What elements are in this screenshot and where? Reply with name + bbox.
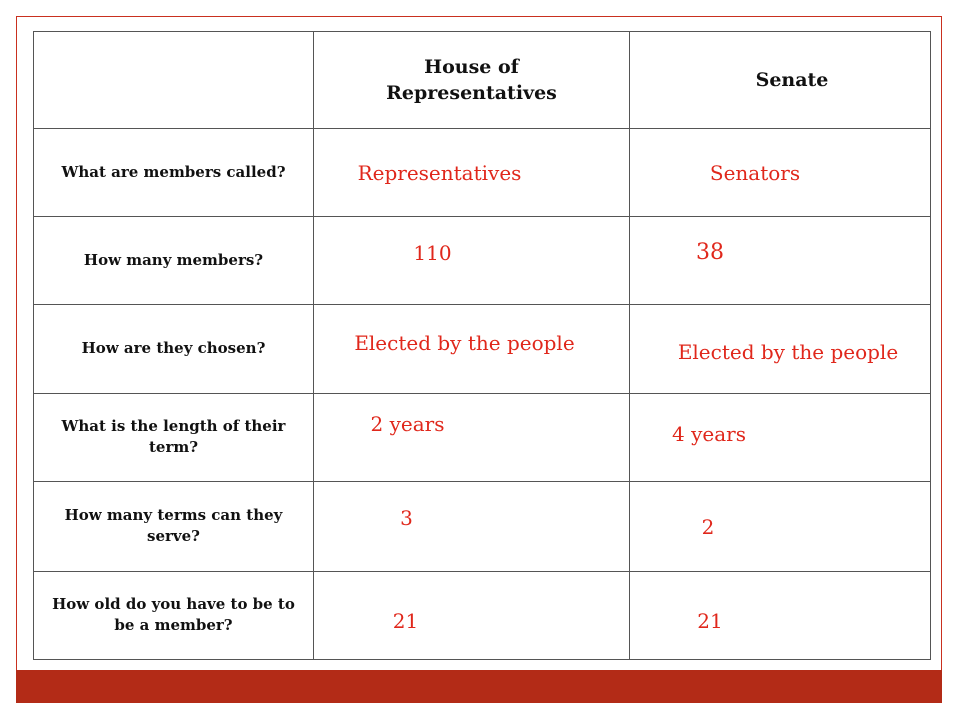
question-cell	[34, 305, 314, 393]
house-answer: 21	[392, 609, 419, 634]
senate-answer: 21	[697, 609, 723, 634]
header-empty-cell	[34, 32, 314, 129]
senate-answer-cell	[630, 305, 931, 393]
senate-answer-cell	[630, 481, 931, 571]
house-answer: Elected by the people	[354, 330, 575, 355]
question-cell	[34, 217, 314, 305]
header-senate: Senate	[755, 69, 829, 92]
table-row	[34, 217, 931, 305]
table-row	[34, 129, 931, 217]
senate-answer: 4 years	[672, 422, 746, 447]
question-text: How old do you have to be to be a member?	[52, 595, 295, 635]
comparison-table	[33, 31, 931, 660]
table-header-row	[34, 32, 931, 129]
table-row	[34, 481, 931, 571]
house-answer: 2 years	[370, 412, 445, 437]
senate-answer: 2	[701, 515, 715, 540]
header-senate-cell	[630, 32, 931, 129]
question-text: What are members called?	[61, 163, 286, 182]
question-text: What is the length of their term?	[61, 417, 286, 457]
footer-bar	[16, 670, 942, 703]
senate-answer: Senators	[709, 160, 801, 185]
house-answer: Representatives	[357, 160, 522, 185]
senate-answer-cell	[630, 217, 931, 305]
question-text: How many terms can they serve?	[64, 506, 283, 546]
house-answer: 110	[413, 240, 452, 265]
senate-answer: 38	[696, 240, 724, 266]
table-row	[34, 393, 931, 481]
header-house: House of Representatives	[386, 56, 557, 105]
senate-answer: Elected by the people	[677, 339, 899, 364]
question-text: How are they chosen?	[81, 339, 266, 358]
house-answer-cell	[314, 305, 630, 393]
senate-answer-cell	[630, 129, 931, 217]
question-cell	[34, 393, 314, 481]
table-row	[34, 305, 931, 393]
question-text: How many members?	[83, 251, 264, 270]
house-answer: 3	[400, 506, 413, 531]
senate-answer-cell	[630, 571, 931, 659]
house-answer-cell	[314, 129, 630, 217]
header-house-cell	[314, 32, 630, 129]
question-cell	[34, 129, 314, 217]
senate-answer-cell	[630, 393, 931, 481]
table-row	[34, 571, 931, 659]
